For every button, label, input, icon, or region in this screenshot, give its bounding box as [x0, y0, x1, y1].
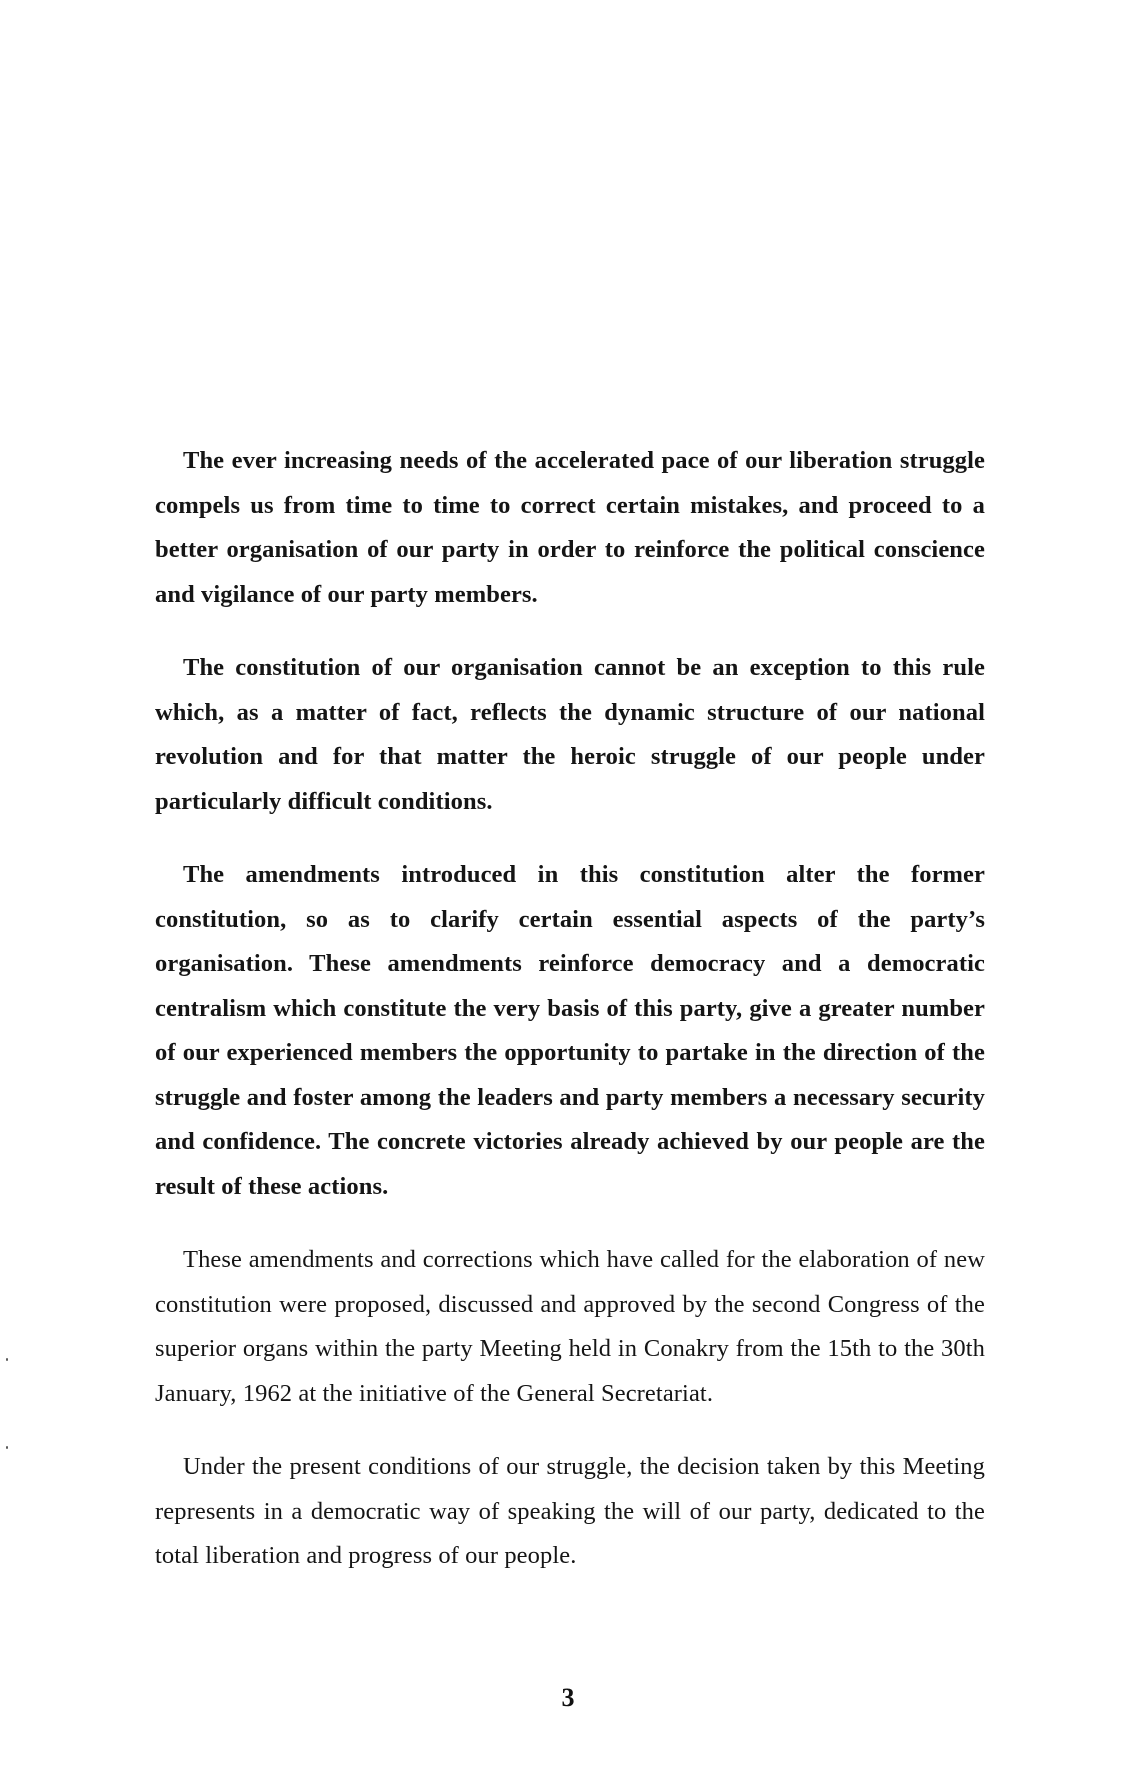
paragraph-4: These amendments and corrections which have called for the elaboration of new constitution were proposed, discussed and approved by the second Congress of the superior organs within the party Meeting held in Conakry from the 15th to the 30th January, 1962 at the initiative of the General Secretariat. — [155, 1246, 985, 1407]
paragraph-2: The constitution of our organisation cannot be an exception to this rule which, as a matter of fact, reflects the dynamic structure of our national revolution and for that matter the heroic struggle of our people under particularly difficult conditions. — [155, 654, 985, 815]
scan-speck — [6, 1358, 8, 1361]
paragraph-5: Under the present conditions of our struggle, the decision taken by this Meeting represents in a democratic way of speaking the will of our party, dedicated to the total liberation and progress of our people. — [155, 1453, 985, 1569]
page-number: 3 — [561, 1683, 575, 1712]
paragraph-1: The ever increasing needs of the accelerated pace of our liberation struggle compels us from time to time to correct certain mistakes, and proceed to a better organisation of our party in order to reinforce the political conscience and vigilance of our party members. — [155, 447, 985, 608]
scan-speck — [6, 1446, 8, 1449]
paragraph-3: The amendments introduced in this constitution alter the former constitution, so as to clarify certain essential aspects of the party’s organisation. These amendments reinforce democracy and a democratic centralism which constitute the very basis of this party, give a greater number of our experienced members the opportunity to partake in the direction of the struggle and foster among the leaders and party members a necessary security and confidence. The concrete victories already achieved by our people are the result of these actions. — [155, 861, 985, 1200]
body-text — [155, 439, 985, 1608]
